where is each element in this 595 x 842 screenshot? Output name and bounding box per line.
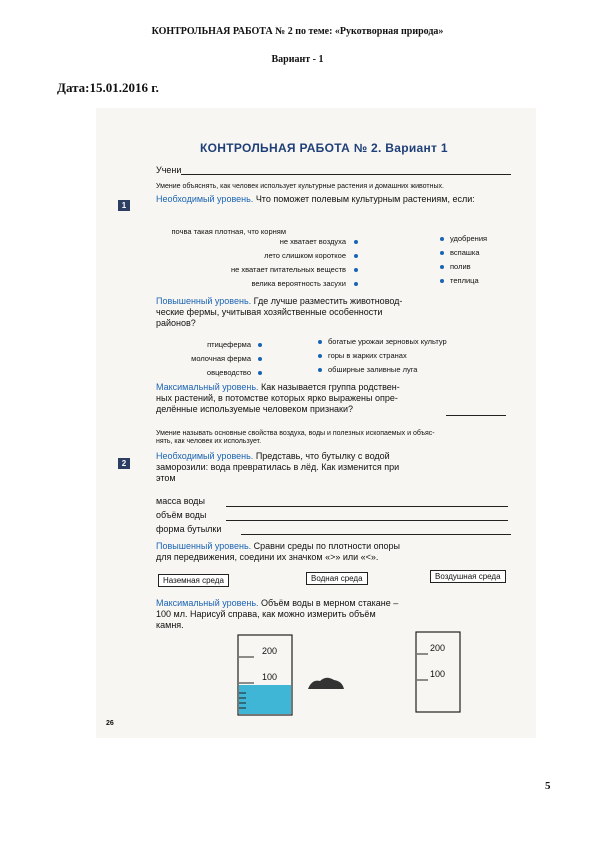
student-name-line — [181, 174, 511, 175]
skill-2 — [156, 430, 531, 446]
question-line: ческие фермы, учитывая хозяйственные особенности — [156, 307, 383, 317]
scan-page-number: 26 — [106, 720, 114, 727]
question-line: для передвижения, соедини их значком «>» или «<». — [156, 552, 379, 562]
match-dot[interactable] — [440, 279, 444, 283]
match-dot[interactable] — [354, 268, 358, 272]
skill-line: Умение называть основные свойства воздуха, воды и полезных ископаемых и объяс- — [156, 430, 435, 437]
section-2-number: 2 — [118, 458, 130, 469]
match-dot[interactable] — [318, 340, 322, 344]
stone-icon — [306, 673, 346, 693]
match-dot[interactable] — [258, 343, 262, 347]
match-dot[interactable] — [258, 371, 262, 375]
document-title: КОНТРОЛЬНАЯ РАБОТА № 2 по теме: «Рукотворная природа» — [151, 26, 444, 37]
level-basic-label: Необходимый уровень. — [156, 194, 254, 204]
variant-label: Вариант - 1 — [271, 54, 324, 65]
question-line: 100 мл. Нарисуй справа, как можно измерить объём — [156, 609, 376, 619]
beaker-label: 200 — [262, 646, 278, 656]
scanned-worksheet — [96, 108, 536, 738]
level-basic-label: Необходимый уровень. — [156, 451, 254, 461]
condition-item: лето слишком короткое — [264, 251, 346, 260]
beaker-label: 100 — [430, 669, 446, 679]
section-2-basic — [156, 451, 526, 484]
match-dot[interactable] — [354, 240, 358, 244]
level-high-label: Повышенный уровень. — [156, 541, 252, 551]
level-high-label: Повышенный уровень. — [156, 296, 252, 306]
question-line: Сравни среды по плотности опоры — [253, 541, 401, 551]
condition-item: не хватает воздуха — [279, 237, 346, 246]
skill-line: нять, как человек их использует. — [156, 438, 262, 445]
measure-item: удобрения — [450, 234, 488, 243]
section-1-max — [156, 382, 526, 415]
measure-item: вспашка — [450, 248, 480, 257]
place-item: богатые урожаи зерновых культур — [328, 337, 447, 346]
match-dot[interactable] — [440, 237, 444, 241]
worksheet-title: КОНТРОЛЬНАЯ РАБОТА № 2. Вариант 1 — [200, 141, 448, 155]
question-line: Объём воды в мерном стакане – — [261, 598, 399, 608]
property-label: форма бутылки — [156, 524, 222, 534]
env-box-water[interactable]: Водная среда — [306, 572, 368, 585]
match-dot[interactable] — [440, 251, 444, 255]
env-box-land[interactable]: Наземная среда — [158, 574, 229, 587]
page-number: 5 — [545, 780, 551, 792]
match-dot[interactable] — [258, 357, 262, 361]
match-dot[interactable] — [440, 265, 444, 269]
section-2-high — [156, 541, 526, 563]
condition-item: почва такая плотная, что корням — [171, 227, 286, 236]
measure-item: полив — [450, 262, 471, 271]
answer-line[interactable] — [226, 506, 508, 507]
farm-item: молочная ферма — [191, 354, 251, 363]
farm-item: птицеферма — [207, 340, 251, 349]
place-item: обширные заливные луга — [328, 365, 418, 374]
question-line: заморозили: вода превратилась в лёд. Как изменится при — [156, 462, 400, 472]
section-1-high — [156, 296, 526, 329]
property-label: масса воды — [156, 496, 205, 506]
level-max-label: Максимальный уровень. — [156, 598, 259, 608]
question-basic-1: Что поможет полевым культурным растениям, если: — [255, 194, 475, 204]
section-2-max — [156, 598, 526, 631]
question-line: камня. — [156, 620, 184, 630]
section-1-number: 1 — [118, 200, 130, 211]
answer-line[interactable] — [241, 534, 511, 535]
student-label: Учени — [156, 165, 182, 175]
skill-1: Умение объяснять, как человек использует культурные растения и домашних животных. — [156, 183, 444, 190]
question-line: Как называется группа родствен- — [261, 382, 400, 392]
beaker-label: 100 — [262, 672, 278, 682]
question-line: Где лучше разместить животновод- — [253, 296, 403, 306]
measure-item: теплица — [450, 276, 479, 285]
match-dot[interactable] — [318, 368, 322, 372]
place-item: горы в жарких странах — [328, 351, 407, 360]
answer-line[interactable] — [226, 520, 508, 521]
date-label: Дата:15.01.2016 г. — [57, 80, 159, 95]
farm-item: овцеводство — [206, 368, 251, 377]
condition-item: велика вероятность засухи — [251, 279, 346, 288]
question-line: районов? — [156, 318, 196, 328]
answer-line[interactable] — [446, 415, 506, 416]
question-line: делённые используемые человеком признаки? — [156, 404, 354, 414]
level-max-label: Максимальный уровень. — [156, 382, 259, 392]
question-line: Представь, что бутылку с водой — [255, 451, 390, 461]
condition-item: не хватает питательных веществ — [230, 265, 346, 274]
beaker-label: 200 — [430, 643, 446, 653]
section-1-basic — [156, 194, 526, 205]
question-line: этом — [156, 473, 176, 483]
property-label: объём воды — [156, 510, 207, 520]
match-dot[interactable] — [318, 354, 322, 358]
question-line: ных растений, в потомстве которых ярко выражены опре- — [156, 393, 398, 403]
match-dot[interactable] — [354, 254, 358, 258]
env-box-air[interactable]: Воздушная среда — [430, 570, 506, 583]
match-dot[interactable] — [354, 282, 358, 286]
